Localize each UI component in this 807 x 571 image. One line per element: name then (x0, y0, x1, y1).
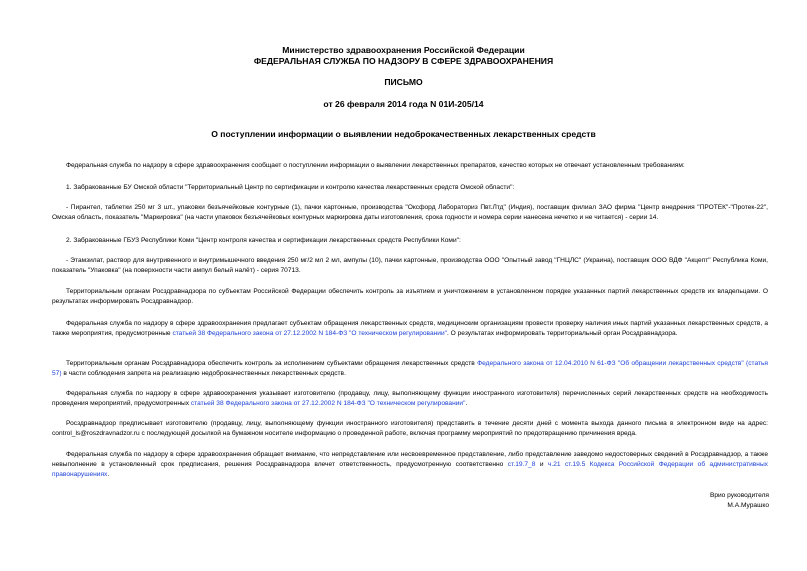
paragraph-text: 2. Забракованные ГБУЗ Республики Коми "Центр контроля качества и сертификации лекарственных средств Республики Коми": (66, 237, 461, 244)
law-link-article-38[interactable]: статьей 38 Федерального закона от 27.12.2002 N 184-ФЗ "О техническом регулировании" (172, 330, 448, 337)
signature-name: М.А.Мурашко (727, 502, 769, 509)
paragraph-item-1-detail (52, 203, 768, 223)
law-link-61-fz[interactable]: Федерального закона от 12.04.2010 N 61-ФЗ "Об обращении лекарственных средств" (477, 360, 744, 367)
paragraph-text: - Пирантел, таблетки 250 мг 3 шт., упаковки безъячейковые контурные (1), пачки картонные, производства "Оксфорд Лабораториз Пвт.Лтд" (Индия), поставщик филиал ЗАО фирма "Центр внедрения "ПРОТЕК"-"Протек-22", Омская область, показатель "Маркировка" (на части упаковок безъячейковых контурных маркировка даты изготовления, срока годности и номера серии нанесена нечетко и не читается) - серии 14. (52, 204, 768, 221)
law-link-article-57[interactable]: (статья 57) (52, 360, 768, 377)
text-segment: . (465, 400, 468, 407)
document-title: О поступлении информации о выявлении недоброкачественных лекарственных средств (211, 129, 596, 139)
paragraph-text: Росздравнадзор предписывает изготовителю (продавцу, лицу, выполняющему функции иностранного изготовителя) представить в течение десяти дней с момента выхода данного письма в электронном виде на адрес: control_ls@roszdravnadzor.ru с последующей досылкой на бумажном носителе информацию о проведенной работе, включая программу мероприятий по предотвращению причинения вреда. (52, 420, 768, 437)
text-segment: в части соблюдения запрета на реализацию недоброкачественных лекарственных средств. (61, 370, 346, 377)
paragraph-proposal (52, 319, 768, 339)
paragraph-text: Федеральная служба по надзору в сфере здравоохранения сообщает о поступлении информации о выявлении лекарственных препаратов, качество которых не отвечает установленным требованиям: (66, 162, 685, 169)
document-date-number: от 26 февраля 2014 года N 01И-205/14 (323, 99, 484, 109)
text-segment: Федеральная служба по надзору в сфере здравоохранения указывает изготовителю (продавцу, лицу, выполняющему функции иностранного изготовителя) перечисленных серий лекарственных средств на необходимость проведения мероприятий, предусмотренных (52, 390, 768, 407)
paragraph-intro (52, 161, 768, 171)
paragraph-text (52, 359, 768, 379)
paragraph-text (52, 319, 768, 339)
paragraph-prescription (52, 419, 768, 439)
paragraph-text: - Этамзилат, раствор для внутривенного и внутримышечного введения 250 мг/2 мл 2 мл, ампулы (10), пачки картонные, производства ООО "Опытный завод "ГНЦЛС" (Украина), поставщик ООО ВДФ "Акцепт" Республика Коми, показатель "Упаковка" (на поверхности части ампул белый налёт) - серия 70713. (52, 257, 768, 274)
text-segment: Федеральная служба по надзору в сфере здравоохранения обращает внимание, что непредставление или несвоевременное представление, либо представление заведомо недостоверных сведений в Росздравнадзор, а также невыполнение в установленный срок предписания, решения Росздравнадзора влечет ответственность, предусмотренную соответственно (52, 451, 768, 468)
code-link-19-5[interactable]: ч.21 ст.19.5 Кодекса Российской Федерации об административных правонарушениях (52, 461, 768, 478)
paragraph-control-execution (52, 359, 768, 379)
text-segment: и (535, 461, 548, 468)
law-link-article-38[interactable]: статьей 38 Федерального закона от 27.12.2002 N 184-ФЗ "О техническом регулировании" (190, 400, 466, 407)
paragraph-text (52, 389, 768, 409)
paragraph-text: Территориальным органам Росздравнадзора по субъектам Российской Федерации обеспечить контроль за изъятием и уничтожением в установленном порядке указанных партий лекарственных средств их владельцами. О результатах информировать Росздравнадзор. (52, 288, 768, 305)
paragraph-text (52, 450, 768, 480)
document-type: ПИСЬМО (384, 77, 423, 87)
ministry-name: Министерство здравоохранения Российской Федерации (282, 45, 525, 55)
text-segment: Федеральная служба по надзору в сфере здравоохранения предлагает субъектам обращения лекарственных средств, медицинским организациям провести проверку наличия иных партий указанных лекарственных средств, а также мероприятия, предусмотренные (52, 320, 768, 337)
paragraph-item-2-detail (52, 256, 768, 276)
service-name: ФЕДЕРАЛЬНАЯ СЛУЖБА ПО НАДЗОРУ В СФЕРЕ ЗДРАВООХРАНЕНИЯ (253, 56, 554, 66)
paragraph-liability (52, 450, 768, 480)
paragraph-item-2 (52, 236, 768, 246)
text-segment: . (107, 471, 110, 478)
paragraph-text: 1. Забракованные БУ Омской области "Территориальный Центр по сертификации и контролю качества лекарственных средств Омской области": (66, 184, 515, 191)
paragraph-item-1 (52, 183, 768, 193)
text-segment: Территориальным органам Росздравнадзора обеспечить контроль за исполнением субъектами обращения лекарственных средств (66, 360, 478, 367)
signature-position: Врио руководителя (709, 492, 769, 499)
paragraph-manufacturer-notice (52, 389, 768, 409)
text-segment: . О результатах информировать территориальный орган Росздравнадзора. (447, 330, 678, 337)
code-link-19-7-8[interactable]: ст.19.7_8 (507, 461, 536, 468)
paragraph-territorial-control (52, 287, 768, 307)
